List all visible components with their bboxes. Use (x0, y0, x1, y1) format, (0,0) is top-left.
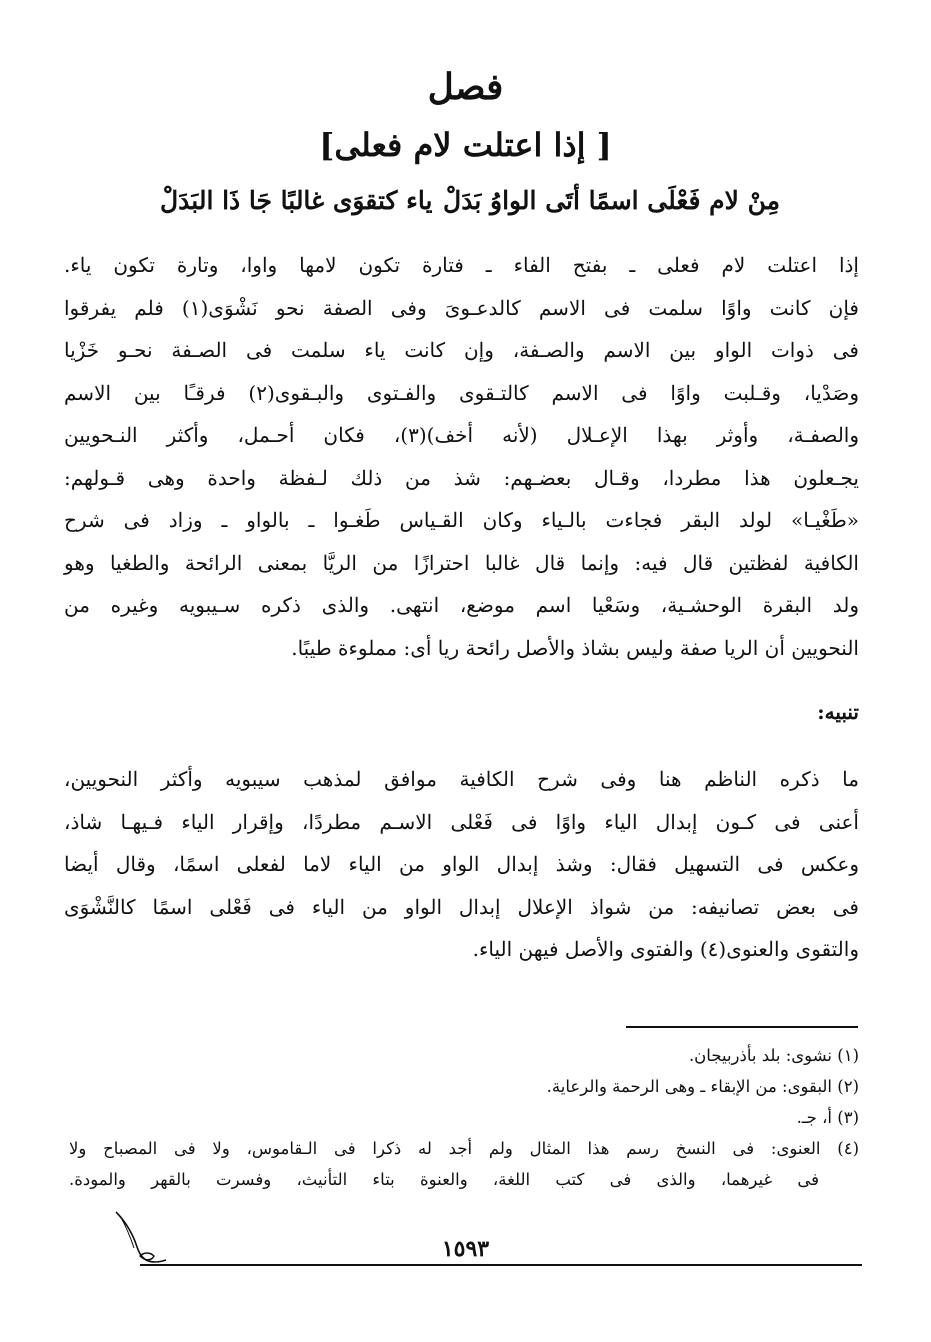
paragraph-line: فإن كانت واوًا سلمت فى الاسم كالدعـوىَ وفى الصفة نحو نَشْوَى(١) فلم يفرقوا (64, 295, 859, 320)
footnote-continuation: فى غيرهما، والذى فى كتب اللغة، والعنوة بتاء التأنيث، وفسرت بالقهر والمودة. (69, 1170, 819, 1189)
tanbih-label: تنبيه: (817, 700, 859, 724)
footnote-text: أ، جـ. (796, 1108, 832, 1127)
paragraph-line: يجـعلون هذا مطردا، وقـال بعضـهم: شذ من ذلك لـفظة واحدة وهى قـولهم: (64, 465, 859, 490)
footnote-marker: (٣) (837, 1108, 859, 1127)
verse-hemistich-first: مِنْ لام فَعْلَى اسمًا أتَى الواوُ بَدَلْ (443, 186, 780, 215)
paragraph-line: وصَدْيا، وقـلبت واوًا فى الاسم كالتـقوى والفـتوى والبـقوى(٢) فرقـًا بين الاسم (64, 380, 859, 405)
footnote-text: نشوى: بلد بأذربيجان. (688, 1046, 832, 1065)
footnote-item (69, 1102, 859, 1133)
commentary-paragraph-1 (64, 244, 859, 669)
paragraph-line: الكافية لفظتين قال فيه: وإنما قال غالبا احترازًا من الريَّا بمعنى الرائحة والطغيا وهو (64, 550, 859, 575)
footnote-text: البقوى: من الإبقاء ـ وهى الرحمة والرعاية. (546, 1077, 832, 1096)
footnote-marker: (١) (837, 1046, 859, 1065)
paragraph-line: والصفـة، وأوثر بهذا الإعـلال (لأنه أخف)(٣)، فكان أحـمل، وأكثر النـحويين (64, 423, 860, 447)
footnote-separator (626, 1026, 858, 1028)
paragraph-line: إذا اعتلت لام فعلى ـ بفتح الفاء ـ فتارة تكون لامها واوا، وتارة تكون ياء. (64, 253, 859, 277)
paragraph-line: أعنى فى كـون إبدال الياء واوًا فى فَعْلى الاسـم مطردًا، وإقرار الياء فـيهـا شاذ، (64, 809, 859, 834)
footnote-item (69, 1071, 859, 1102)
section-subtitle: [ إذا اعتلت لام فعلى] (319, 126, 612, 164)
footnotes (69, 1040, 859, 1195)
footnote-item (69, 1133, 859, 1164)
footnote-text: العنوى: فى النسخ رسم هذا المثال ولم أجد له ذكرا فى الـقاموس، ولا فى المصباح ولا (69, 1139, 821, 1158)
paragraph-line: فى ذوات الواو بين الاسم والصـفة، وإن كانت ياء سلمت فى الصـفة نحـو خَزْيا (64, 338, 859, 362)
paragraph-line: النحويين أن الريا صفة وليس بشاذ والأصل رائحة ريا أى: مملوءة طيبًا. (291, 635, 859, 660)
paragraph-line: وعكس فى التسهيل فقال: وشذ إبدال الواو من الياء لاما لفعلى اسمًا، وقال أيضا (64, 852, 859, 876)
verse-hemistich-second: ياء كتقوَى غالبًا جَا ذَا البَدَلْ (160, 186, 433, 215)
commentary-paragraph-2 (64, 758, 859, 971)
paragraph-line: ولد البقرة الوحشـية، وسَعْيا اسم موضع، انتهى. والذى ذكره سـيبويه وغيره من (64, 593, 859, 617)
paragraph-line: والتقوى والعنوى(٤) والفتوى والأصل فيهن الياء. (472, 937, 859, 961)
page-bottom-rule (140, 1264, 862, 1266)
page-number: ١٥٩٣ (441, 1236, 490, 1262)
paragraph-line: فى بعض تصانيفه: من شواذ الإعلال إبدال الواو من الياء فى فَعْلى اسمًا كالنَّشْوَى (64, 894, 859, 919)
footnote-marker: (٢) (837, 1077, 859, 1096)
paragraph-line: «طَغْيـا» لولد البقر فجاءت بالـياء وكان القـياس طَغـوا ـ بالواو ـ وزاد فى شرح (64, 508, 859, 532)
footnote-marker: (٤) (837, 1139, 859, 1158)
section-heading (0, 66, 931, 108)
paragraph-line: ما ذكره الناظم هنا وفى شرح الكافية موافق لمذهب سيبويه وأكثر النحويين، (64, 767, 859, 791)
section-heading-text: فصل (427, 66, 504, 108)
verse-line (160, 186, 780, 215)
footnote-item (69, 1040, 859, 1071)
